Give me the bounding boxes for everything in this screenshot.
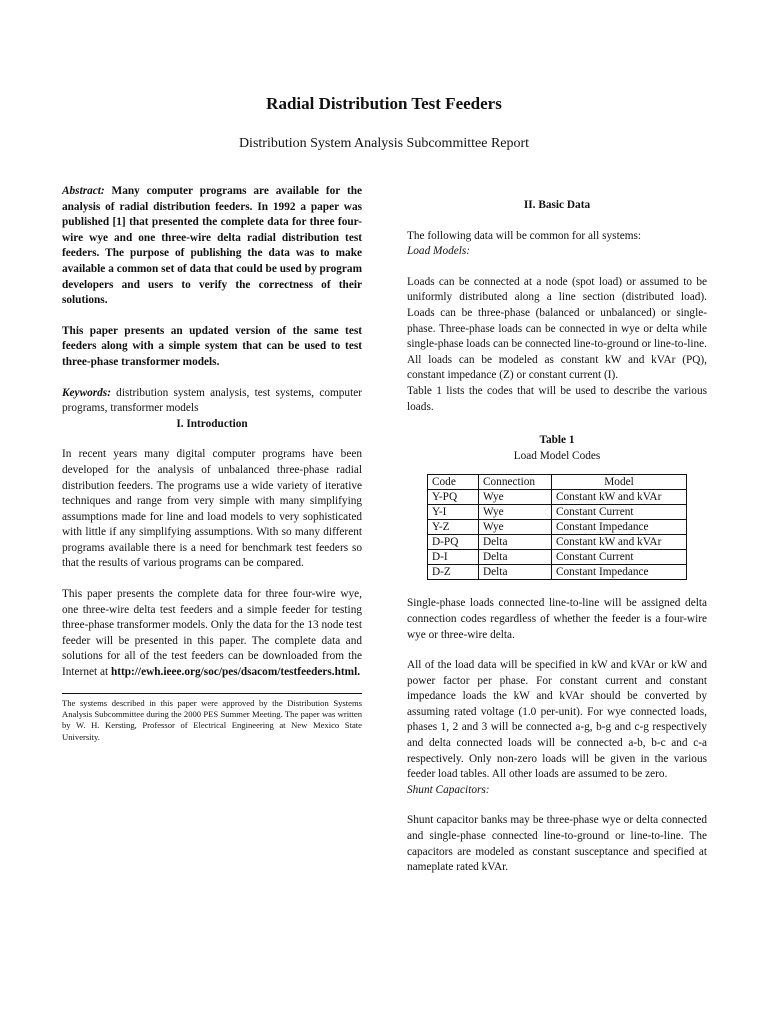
table-cell: D-PQ	[428, 535, 479, 550]
table-cell: Wye	[479, 505, 552, 520]
table-reference-paragraph: Table 1 lists the codes that will be used to describe the various loads.	[407, 384, 707, 413]
load-models-heading: Load Models:	[407, 245, 471, 258]
paper-title: Radial Distribution Test Feeders	[266, 94, 502, 113]
intro-paragraph-1: In recent years many digital computer programs have been developed for the analysis of unbalanced three-phase radial distribution feeders. The programs use a wide variety of iterative techniques and range from very simple with many simplifying assumptions made for line and load models to very sophisticated with little if any simplifying assumptions. With so many different programs available there is a need for benchmark test feeders so that the results of various programs can be compared.	[62, 448, 362, 570]
table-cell: D-Z	[428, 565, 479, 580]
table-row	[428, 535, 687, 550]
table-cell: Constant Current	[552, 505, 687, 520]
table-cell: Delta	[479, 565, 552, 580]
table-cell: Wye	[479, 520, 552, 535]
abstract-text: Many computer programs are available for the analysis of radial distribution feeders. In 1992 a paper was published [1] that presented the complete data for three four-wire wye and one three-wire delta radial distribution test feeders. The purpose of publishing the data was to make available a common set of data that could be used by program developers and users to verify the correctness of their solutions.	[62, 185, 362, 307]
keywords-label: Keywords:	[62, 386, 111, 399]
table-cell: Delta	[479, 550, 552, 565]
table-cell: Y-PQ	[428, 490, 479, 505]
footnote-rule	[62, 693, 362, 694]
table-cell: Constant kW and kVAr	[552, 535, 687, 550]
table-subcaption: Load Model Codes	[513, 449, 601, 462]
basic-data-intro: The following data will be common for all systems:	[407, 229, 642, 242]
abstract-label: Abstract:	[62, 185, 105, 197]
table-cell: Constant kW and kVAr	[552, 490, 687, 505]
paper-subtitle: Distribution System Analysis Subcommittee Report	[238, 136, 530, 151]
table-header-row	[428, 475, 687, 490]
keywords-text: distribution system analysis, test systems, computer programs, transformer models	[62, 386, 362, 415]
footnote: The systems described in this paper were approved by the Distribution Systems Analysis Subcommittee during the 2000 PES Summer Meeting. The paper was written by W. H. Kersting, Professor of Electrical Engineering at New Mexico State University.	[62, 697, 362, 742]
table-row	[428, 565, 687, 580]
intro-paragraph-2	[62, 587, 362, 681]
table-cell: Constant Impedance	[552, 520, 687, 535]
single-phase-paragraph: Single-phase loads connected line-to-line will be assigned delta connection codes regardless of whether the feeder is a four-wire wye or three-wire delta.	[407, 597, 707, 641]
basic-data-heading: II. Basic Data	[523, 199, 591, 211]
intro-heading: I. Introduction	[176, 417, 248, 430]
intro-paragraph-2-text: This paper presents the complete data for three four-wire wye, one three-wire delta test feeders and a simple feeder for testing three-phase transformer models. Only the data for the 13 node test feeder will be presented in this paper. The complete data and solutions for all of the test feeders can be downloaded from the Internet at	[62, 588, 362, 679]
load-models-paragraph: Loads can be connected at a node (spot load) or assumed to be uniformly distributed along a line section (distributed load). Loads can be three-phase (balanced or unbalanced) or single-phase. Three-phase loads can be connected in wye or delta while single-phase loads can be connected line-to-ground or line-to-line. All loads can be modeled as constant kW and kVAr (PQ), constant impedance (Z) or constant current (I).	[407, 275, 707, 382]
table-cell: Y-I	[428, 505, 479, 520]
table-row	[428, 520, 687, 535]
table-header-model: Model	[552, 475, 687, 490]
table-header-code: Code	[428, 475, 479, 490]
table-row	[428, 505, 687, 520]
table-cell: Constant Impedance	[552, 565, 687, 580]
load-model-codes-table	[427, 474, 687, 580]
abstract-paragraph	[62, 184, 362, 309]
right-column	[407, 184, 707, 876]
table-row	[428, 550, 687, 565]
keywords-paragraph	[62, 386, 362, 417]
table-row	[428, 490, 687, 505]
table-cell: Y-Z	[428, 520, 479, 535]
shunt-capacitors-heading: Shunt Capacitors:	[407, 783, 490, 796]
table-caption: Table 1	[539, 434, 575, 447]
download-url: http://ewh.ieee.org/soc/pes/dsacom/testfeeders.html.	[110, 666, 361, 679]
table-cell: Constant Current	[552, 550, 687, 565]
shunt-capacitors-paragraph: Shunt capacitor banks may be three-phase wye or delta connected and single-phase connected line-to-ground or line-to-line. The capacitors are modeled as constant susceptance and specified at nameplate rated kVAr.	[407, 814, 707, 874]
load-data-paragraph: All of the load data will be specified in kW and kVAr or kW and power factor per phase. For constant current and constant impedance loads the kW and kVAr should be converted by assuming rated voltage (1.0 per-unit). For wye connected loads, phases 1, 2 and 3 will be connected a-g, b-g and c-g respectively and delta connected loads will be connected a-b, b-c and c-a respectively. Only non-zero loads will be given in the various feeder load tables. All other loads are assumed to be zero.	[407, 659, 707, 781]
table-cell: Delta	[479, 535, 552, 550]
left-column	[62, 184, 362, 743]
abstract-paragraph-2: This paper presents an updated version of the same test feeders along with a simple system that can be used to test three-phase transformer models.	[62, 324, 362, 368]
table-header-connection: Connection	[479, 475, 552, 490]
table-cell: D-I	[428, 550, 479, 565]
table-cell: Wye	[479, 490, 552, 505]
